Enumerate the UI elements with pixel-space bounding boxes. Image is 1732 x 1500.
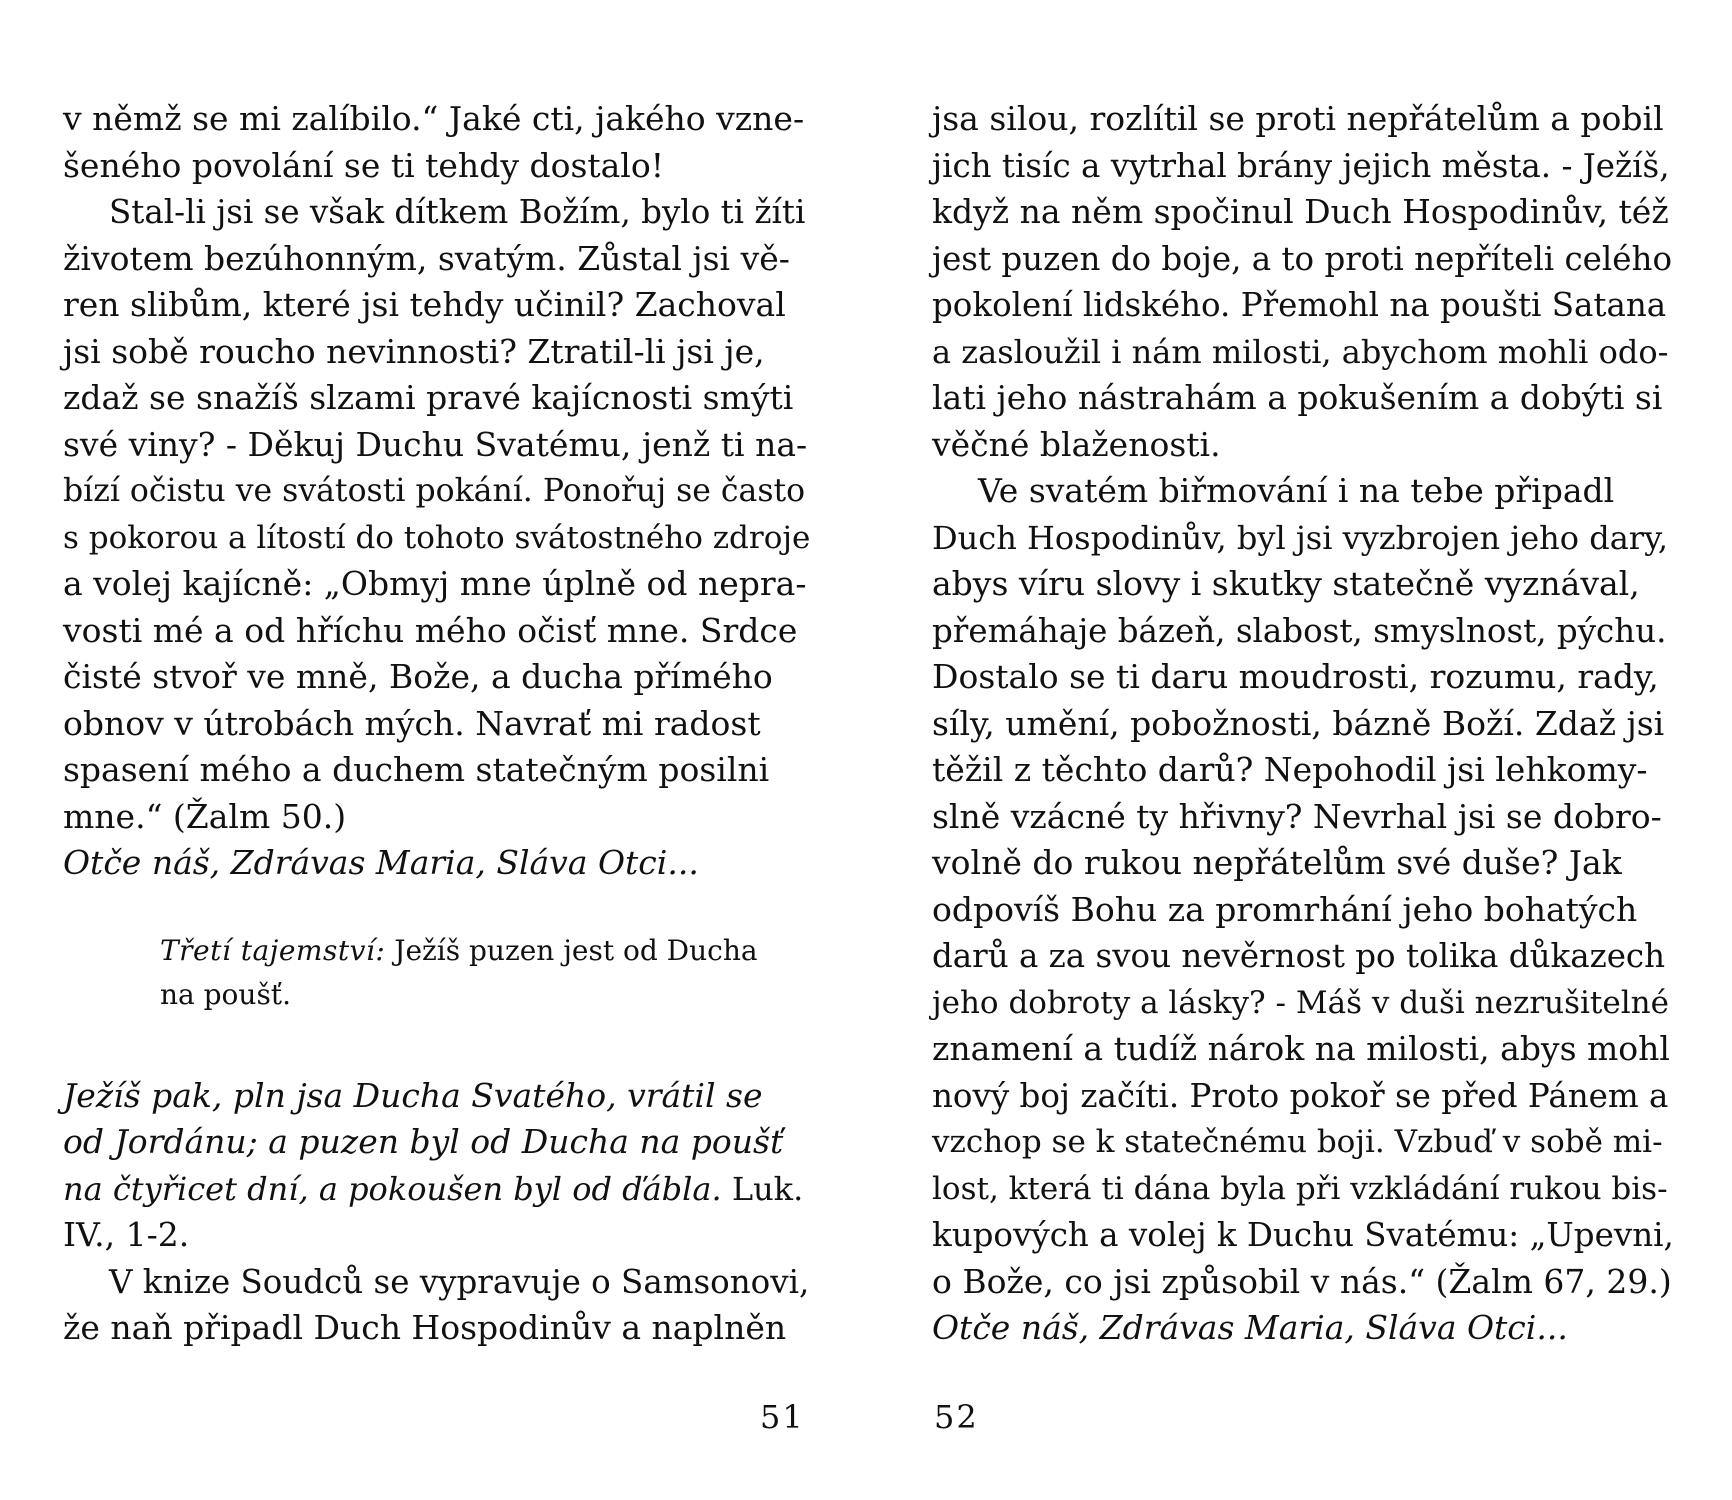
text-line: Dostalo se ti daru moudrosti, rozumu, rady, <box>932 657 1659 696</box>
text-line: s pokorou a lítostí do tohoto svátostného zdroje <box>63 519 811 556</box>
text-line: spasení mého a duchem statečným posilni <box>63 750 770 789</box>
text-line: slně vzácné ty hřivny? Nevrhal jsi se dobro- <box>932 796 1662 836</box>
text-line: Stal-li jsi se však dítkem Božím, bylo ti žíti <box>109 193 806 231</box>
scripture-line <box>63 1166 811 1213</box>
text-line: zdaž se snažíš slzami pravé kajícnosti smýti <box>63 378 794 417</box>
mystery-title-cont: na poušť. <box>160 977 291 1011</box>
text-line: vosti mé a od hříchu mého očisť mne. Srdce <box>63 610 798 650</box>
text-line: v němž se mi zalíbilo.“ Jaké cti, jakého vzne- <box>63 99 805 138</box>
right-page <box>932 96 1674 1352</box>
text-line: jeho dobroty a lásky? - Máš v duši nezrušitelné <box>932 984 1669 1021</box>
mystery-title: Ježíš puzen jest od Ducha <box>385 933 758 967</box>
text-line: a volej kajícně: „Obmyj mne úplně od nepra- <box>63 564 807 603</box>
text-line: bízí očistu ve svátosti pokání. Ponořuj se často <box>63 473 806 509</box>
text-line: kupových a volej k Duchu Svatému: „Upevni, <box>932 1216 1674 1254</box>
text-line: znamení a tudíž nárok na milosti, abys mohl <box>932 1029 1670 1068</box>
text-line: jsa silou, rozlítil se proti nepřátelům a pobil <box>932 99 1664 138</box>
text-line: životem bezúhonným, svatým. Zůstal jsi vě- <box>63 238 790 278</box>
text-line: pokolení lidského. Přemohl na poušti Satana <box>932 286 1667 324</box>
mystery-heading-line <box>63 929 811 973</box>
text-line: své viny? - Děkuj Duchu Svatému, jenž ti na- <box>63 424 808 464</box>
text-line: šeného povolání se ti tehdy dostalo! <box>63 145 664 185</box>
text-line: lati jeho nástrahám a pokušením a dobýti si <box>932 378 1663 417</box>
text-line: ren slibům, které jsi tehdy učinil? Zachoval <box>63 285 786 324</box>
scripture-reference-cont: IV., 1-2. <box>63 1215 190 1254</box>
text-line: jest puzen do boje, a to proti nepříteli celého <box>932 239 1673 278</box>
text-line: Duch Hospodinův, byl jsi vyzbrojen jeho dary, <box>932 518 1669 557</box>
text-line: o Bože, co jsi způsobil v nás.“ (Žalm 67, 29.) <box>932 1261 1672 1301</box>
text-line: a zasloužil i nám milosti, abychom mohli odo- <box>932 332 1669 371</box>
scripture-reference: Luk. <box>721 1169 804 1208</box>
text-line: jsi sobě roucho nevinnosti? Ztratil-li jsi je, <box>63 331 765 371</box>
scripture-line: od Jordánu; a puzen byl od Ducha na poušť <box>63 1122 784 1161</box>
mystery-label: Třetí tajemství: <box>160 933 386 967</box>
text-line: těžil z těchto darů? Nepohodil jsi lehkomy- <box>932 750 1648 789</box>
text-line: že naň připadl Duch Hospodinův a naplněn <box>63 1308 787 1347</box>
scripture-text: na čtyřicet dní, a pokoušen byl od ďábla. <box>63 1169 722 1208</box>
text-line: mne.“ (Žalm 50.) <box>63 796 347 836</box>
text-line: nový boj začíti. Proto pokoř se před Pánem a <box>932 1076 1669 1115</box>
text-line: věčné blaženosti. <box>932 424 1221 464</box>
mystery-heading <box>63 929 811 1017</box>
text-line: abys víru slovy i skutky statečně vyznával, <box>932 564 1640 603</box>
text-line: volně do rukou nepřátelům své duše? Jak <box>932 843 1622 882</box>
text-line: Ve svatém biřmování i na tebe připadl <box>978 471 1615 510</box>
text-line: darů a za svou nevěrnost po tolika důkazech <box>932 937 1666 975</box>
scripture-line: Ježíš pak, pln jsa Ducha Svatého, vrátil se <box>63 1075 763 1115</box>
page-number-left: 51 <box>760 1398 805 1436</box>
text-line: přemáhaje bázeň, slabost, smyslnost, pýchu. <box>932 611 1667 650</box>
text-line: lost, která ti dána byla při vzkládání rukou bis- <box>932 1170 1668 1207</box>
left-page <box>63 96 811 1352</box>
text-line: když na něm spočinul Duch Hospodinův, též <box>932 192 1669 231</box>
text-line: síly, umění, pobožnosti, bázně Boží. Zdaž jsi <box>932 703 1665 743</box>
prayer-line: Otče náš, Zdrávas Maria, Sláva Otci... <box>63 843 699 882</box>
text-line: odpovíš Bohu za promrhání jeho bohatých <box>932 889 1638 929</box>
page-number-right: 52 <box>934 1398 979 1436</box>
text-line: čisté stvoř ve mně, Bože, a ducha přímého <box>63 657 773 696</box>
text-line: jich tisíc a vytrhal brány jejich města. - Ježíš, <box>932 146 1670 185</box>
text-line: vzchop se k statečnému boji. Vzbuď v sobě mi- <box>932 1124 1663 1160</box>
text-line: V knize Soudců se vypravuje o Samsonovi, <box>109 1262 810 1301</box>
prayer-line: Otče náš, Zdrávas Maria, Sláva Otci... <box>932 1308 1568 1347</box>
text-line: obnov v útrobách mých. Navrať mi radost <box>63 703 761 743</box>
